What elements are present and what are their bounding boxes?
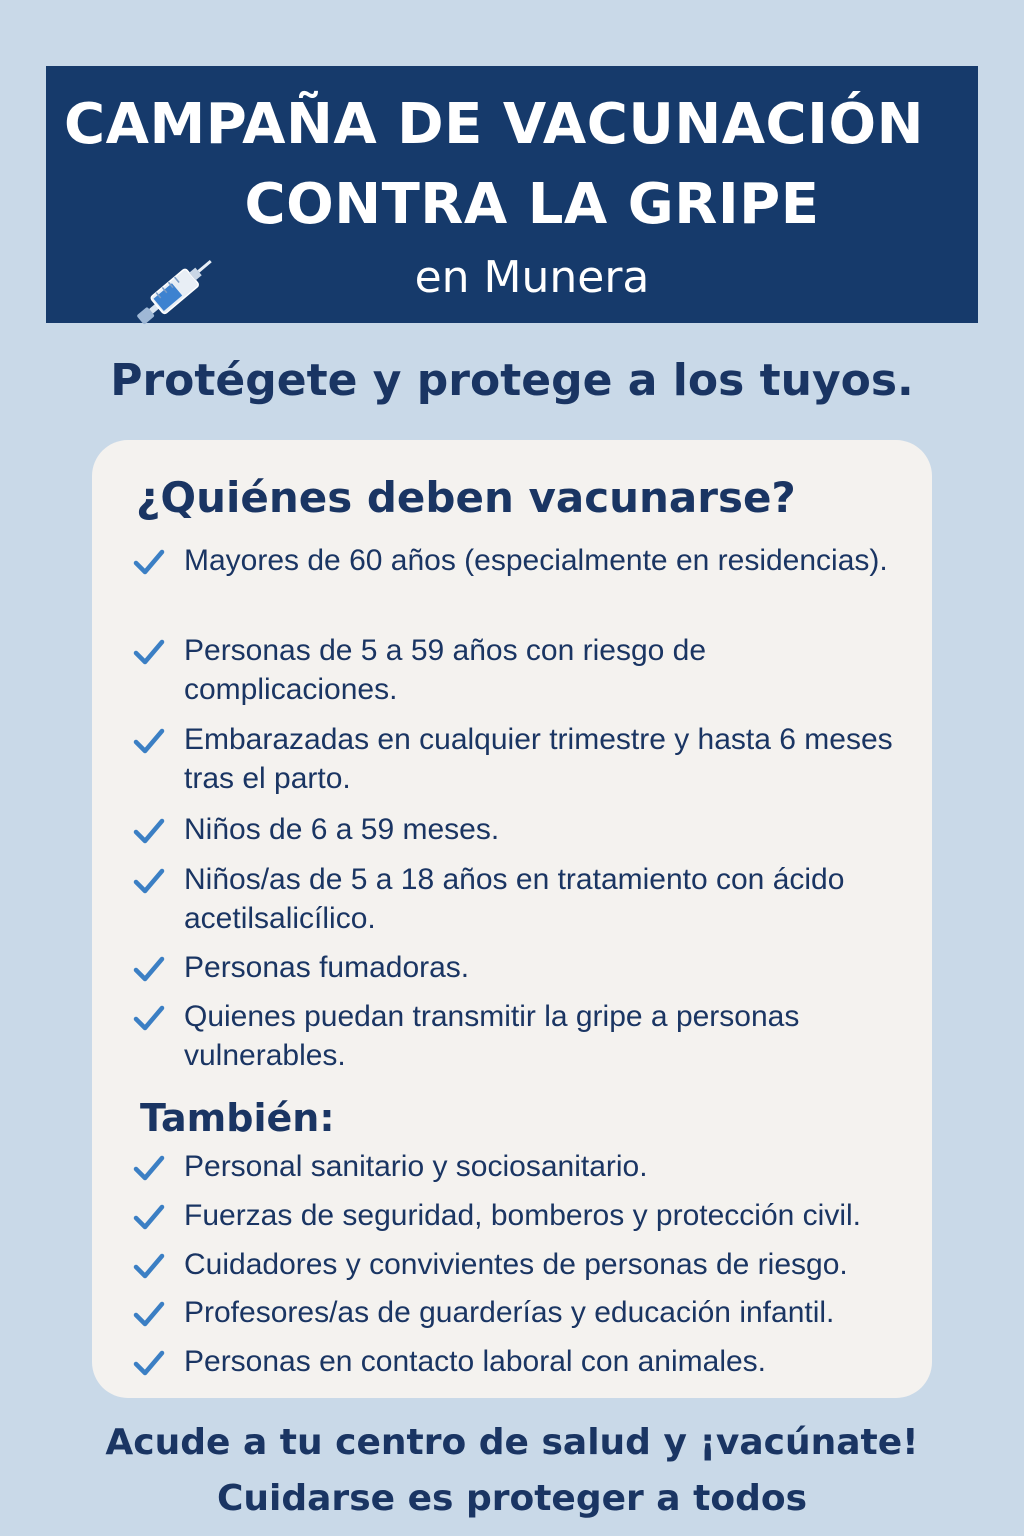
- list-item-text: Personas de 5 a 59 años con riesgo de complicaciones.: [184, 634, 707, 706]
- check-icon: [132, 726, 166, 756]
- list-item-text: Cuidadores y convivientes de personas de riesgo.: [184, 1248, 848, 1281]
- list-item: [132, 1293, 922, 1332]
- list-item: [132, 997, 922, 1075]
- list-item: [132, 860, 922, 938]
- list-item: [132, 948, 922, 987]
- list-item: [132, 1245, 922, 1284]
- list-item: [132, 720, 922, 798]
- check-icon: [132, 1003, 166, 1033]
- call-to-action: Acude a tu centro de salud y ¡vacúnate!: [105, 1422, 919, 1463]
- check-icon: [132, 816, 166, 846]
- list-item-text: Profesores/as de guarderías y educación infantil.: [184, 1296, 835, 1329]
- check-icon: [132, 1348, 166, 1378]
- list-item: [132, 1342, 922, 1381]
- check-icon: [132, 637, 166, 667]
- list-item: [132, 541, 922, 580]
- list-item-text: Niños/as de 5 a 18 años en tratamiento con ácido acetilsalicílico.: [184, 863, 845, 935]
- eligibility-card: [92, 440, 932, 1398]
- header-banner: [46, 66, 978, 323]
- closing-slogan: Cuidarse es proteger a todos: [216, 1478, 807, 1519]
- list-item: [132, 810, 922, 849]
- list-item: [132, 631, 922, 709]
- check-icon: [132, 547, 166, 577]
- list-item-text: Niños de 6 a 59 meses.: [184, 813, 500, 846]
- also-heading: También:: [140, 1096, 335, 1140]
- check-icon: [132, 1202, 166, 1232]
- list-item-text: Mayores de 60 años (especialmente en residencias).: [184, 544, 888, 577]
- tagline: Protégete y protege a los tuyos.: [110, 355, 914, 406]
- list-item: [132, 1147, 922, 1186]
- check-icon: [132, 1153, 166, 1183]
- check-icon: [132, 1299, 166, 1329]
- check-icon: [132, 866, 166, 896]
- list-item-text: Personas en contacto laboral con animales.: [184, 1345, 767, 1378]
- campaign-location: en Munera: [414, 252, 650, 303]
- check-icon: [132, 1251, 166, 1281]
- list-item-text: Fuerzas de seguridad, bomberos y protección civil.: [184, 1199, 861, 1232]
- list-item-text: Personal sanitario y sociosanitario.: [184, 1150, 648, 1183]
- list-item-text: Personas fumadoras.: [184, 951, 470, 984]
- campaign-title-line2: CONTRA LA GRIPE: [244, 172, 820, 237]
- check-icon: [132, 954, 166, 984]
- eligibility-heading: ¿Quiénes deben vacunarse?: [136, 473, 796, 522]
- campaign-title-line1: CAMPAÑA DE VACUNACIÓN: [64, 92, 924, 157]
- list-item: [132, 1196, 922, 1235]
- list-item-text: Embarazadas en cualquier trimestre y hasta 6 meses tras el parto.: [184, 723, 893, 795]
- list-item-text: Quienes puedan transmitir la gripe a personas vulnerables.: [184, 1000, 800, 1072]
